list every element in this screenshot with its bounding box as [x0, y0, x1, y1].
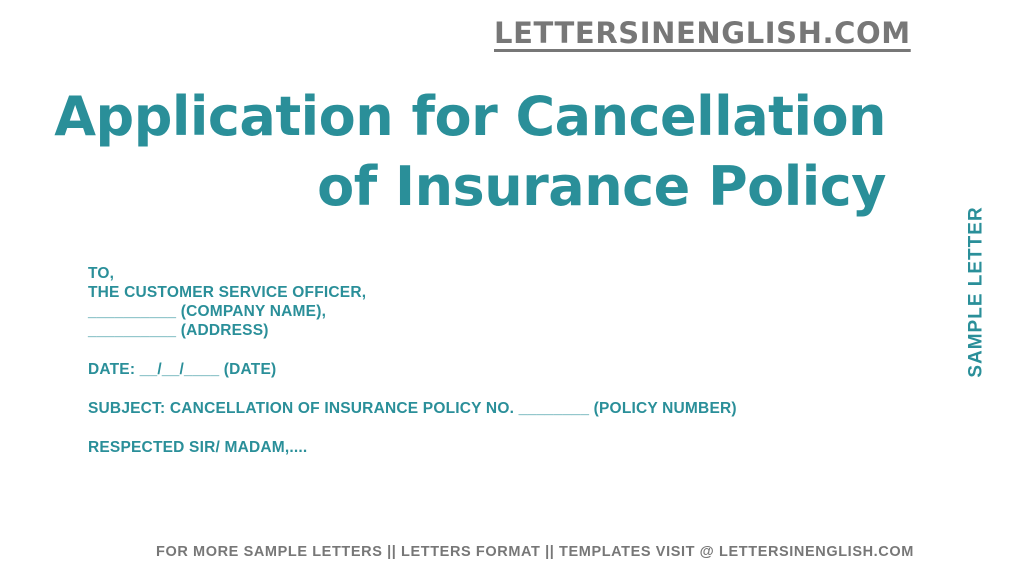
title-line-2: of Insurance Policy	[317, 155, 886, 218]
footer-text: FOR MORE SAMPLE LETTERS || LETTERS FORMAT || TEMPLATES VISIT @ LETTERSINENGLISH.COM	[156, 544, 914, 560]
page-title	[54, 82, 886, 222]
sample-letter-text: SAMPLE LETTER	[966, 206, 987, 378]
letter-to: TO,	[88, 265, 115, 282]
letter-recipient: THE CUSTOMER SERVICE OFFICER,	[88, 284, 367, 301]
spacer	[88, 340, 737, 360]
sample-letter-label	[966, 204, 988, 380]
letter-salutation: RESPECTED SIR/ MADAM,....	[88, 439, 308, 456]
title-line-1: Application for Cancellation	[54, 85, 886, 148]
letter-address: __________ (ADDRESS)	[88, 322, 269, 339]
letter-company: __________ (COMPANY NAME),	[88, 303, 327, 320]
site-header: LETTERSINENGLISH.COM	[494, 16, 911, 50]
letter-date: DATE: __/__/____ (DATE)	[88, 361, 277, 378]
spacer	[88, 418, 737, 438]
spacer	[88, 379, 737, 399]
letter-body	[88, 264, 737, 457]
letter-subject: SUBJECT: CANCELLATION OF INSURANCE POLICY NO. ________ (POLICY NUMBER)	[88, 400, 737, 417]
